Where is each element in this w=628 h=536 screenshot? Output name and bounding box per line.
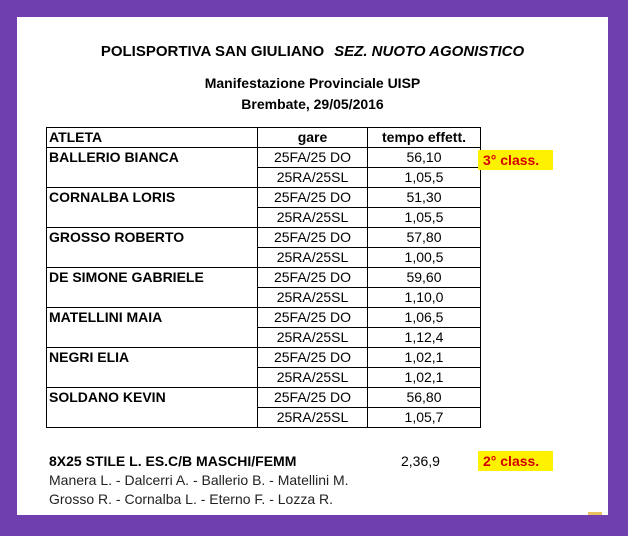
- time-cell: 1,05,5: [368, 168, 481, 188]
- placement-badge-relay: 2° class.: [478, 451, 553, 471]
- header-athlete: ATLETA: [47, 128, 258, 148]
- athlete-name: GROSSO ROBERTO: [47, 228, 258, 268]
- header-time: tempo effett.: [368, 128, 481, 148]
- table-row: [47, 148, 481, 168]
- race-cell: 25FA/25 DO: [258, 188, 368, 208]
- event-title: Manifestazione Provinciale UISP: [204, 75, 421, 91]
- athlete-name: NEGRI ELIA: [47, 348, 258, 388]
- race-cell: 25FA/25 DO: [258, 308, 368, 328]
- time-cell: 1,05,5: [368, 208, 481, 228]
- time-cell: 1,12,4: [368, 328, 481, 348]
- time-cell: 1,10,0: [368, 288, 481, 308]
- race-cell: 25RA/25SL: [258, 208, 368, 228]
- time-cell: 56,10: [368, 148, 481, 168]
- section-name: SEZ. NUOTO AGONISTICO: [334, 43, 525, 60]
- time-cell: 1,02,1: [368, 368, 481, 388]
- athlete-name: BALLERIO BIANCA: [47, 148, 258, 188]
- time-cell: 1,00,5: [368, 248, 481, 268]
- table-header-row: [47, 128, 481, 148]
- relay-time: 2,36,9: [401, 453, 440, 469]
- race-cell: 25FA/25 DO: [258, 228, 368, 248]
- athlete-name: MATELLINI MAIA: [47, 308, 258, 348]
- club-name: POLISPORTIVA SAN GIULIANO: [100, 43, 325, 60]
- table-row: [47, 228, 481, 248]
- results-table: [46, 127, 481, 428]
- table-row: [47, 388, 481, 408]
- relay-title: 8X25 STILE L. ES.C/B MASCHI/FEMM: [49, 453, 297, 469]
- race-cell: 25RA/25SL: [258, 168, 368, 188]
- header-races: gare: [258, 128, 368, 148]
- time-cell: 1,02,1: [368, 348, 481, 368]
- race-cell: 25FA/25 DO: [258, 148, 368, 168]
- corner-mark: [588, 512, 602, 515]
- time-cell: 57,80: [368, 228, 481, 248]
- athlete-name: CORNALBA LORIS: [47, 188, 258, 228]
- table-row: [47, 188, 481, 208]
- time-cell: 1,05,7: [368, 408, 481, 428]
- relay-team-line-1: Manera L. - Dalcerri A. - Ballerio B. - Matellini M.: [49, 472, 349, 488]
- table-row: [47, 348, 481, 368]
- table-row: [47, 308, 481, 328]
- athlete-name: DE SIMONE GABRIELE: [47, 268, 258, 308]
- athlete-name: SOLDANO KEVIN: [47, 388, 258, 428]
- club-title: [17, 43, 608, 60]
- race-cell: 25FA/25 DO: [258, 388, 368, 408]
- time-cell: 1,06,5: [368, 308, 481, 328]
- race-cell: 25RA/25SL: [258, 368, 368, 388]
- race-cell: 25RA/25SL: [258, 248, 368, 268]
- race-cell: 25RA/25SL: [258, 288, 368, 308]
- race-cell: 25FA/25 DO: [258, 268, 368, 288]
- race-cell: 25FA/25 DO: [258, 348, 368, 368]
- document-page: [17, 17, 608, 515]
- placement-badge-individual: 3° class.: [478, 150, 553, 170]
- table-row: [47, 268, 481, 288]
- event-date: Brembate, 29/05/2016: [241, 96, 384, 112]
- time-cell: 59,60: [368, 268, 481, 288]
- race-cell: 25RA/25SL: [258, 408, 368, 428]
- time-cell: 56,80: [368, 388, 481, 408]
- race-cell: 25RA/25SL: [258, 328, 368, 348]
- relay-team-line-2: Grosso R. - Cornalba L. - Eterno F. - Lozza R.: [49, 491, 333, 507]
- time-cell: 51,30: [368, 188, 481, 208]
